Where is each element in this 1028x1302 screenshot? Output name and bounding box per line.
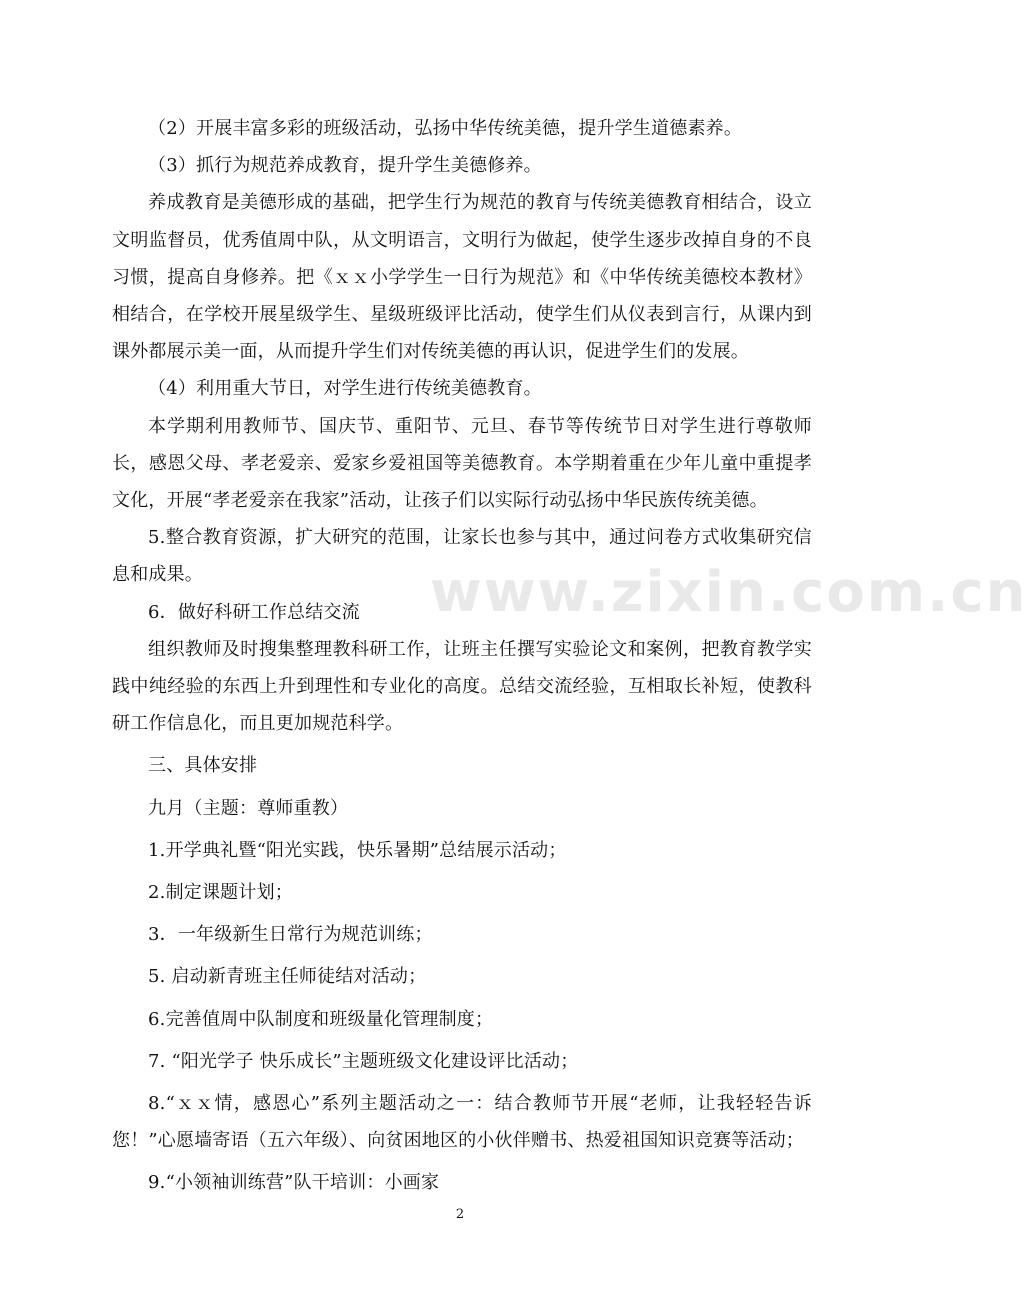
list-item-1: 1.开学典礼暨“阳光实践，快乐暑期”总结展示活动； (148, 839, 567, 861)
paragraph-research: 组织教师及时搜集整理教科研工作，让班主任撰写实验论文和案例，把教育教学实践中纯经验的东西上升到理性和专业化的高度。总结交流经验，互相取长补短，使教科研工作信息化，而且更加规范科学。 (112, 638, 812, 735)
document-body (112, 110, 812, 1202)
list-item-2: 2.制定课题计划； (148, 882, 293, 904)
page-number: 2 (455, 1207, 465, 1222)
list-item-7: 7. “阳光学子 快乐成长”主题班级文化建设评比活动； (148, 1050, 579, 1072)
section-heading-arrangement: 三、具体安排 (148, 755, 258, 777)
paragraph-item-5: 5.整合教育资源，扩大研究的范围，让家长也参与其中，通过问卷方式收集研究信息和成果。 (112, 527, 812, 586)
paragraph-activity-4: （4）利用重大节日，对学生进行传统美德教育。 (148, 378, 542, 400)
paragraph-activity-2: （2）开展丰富多彩的班级活动，弘扬中华传统美德，提升学生道德素养。 (148, 118, 743, 139)
list-item-8: 8.“ｘｘ情，感恩心”系列主题活动之一：结合教师节开展“老师，让我轻轻告诉您！”心愿墙寄语（五六年级）、向贫困地区的小伙伴赠书、热爱祖国知识竞赛等活动； (112, 1093, 812, 1152)
paragraph-festivals: 本学期利用教师节、国庆节、重阳节、元旦、春节等传统节日对学生进行尊敬师长，感恩父母、孝老爱亲、爱家乡爱祖国等美德教育。本学期着重在少年儿童中重提孝文化，开展“孝老爱亲在我家”活动，让孩子们以实际行动弘扬中华民族传统美德。 (112, 415, 812, 512)
paragraph-item-6: 6．做好科研工作总结交流 (148, 601, 360, 623)
paragraph-activity-3: （3）抓行为规范养成教育，提升学生美德修养。 (148, 155, 542, 177)
paragraph-habit-education: 养成教育是美德形成的基础，把学生行为规范的教育与传统美德教育相结合，设立文明监督员，优秀值周中队，从文明语言，文明行为做起，使学生逐步改掉自身的不良习惯，提高自身修养。把《ｘｘ小学学生一日行为规范》和《中华传统美德校本教材》相结合，在学校开展星级学生、星级班级评比活动，使学生们从仪表到言行，从课内到课外都展示美一面，从而提升学生们对传统美德的再认识，促进学生们的发展。 (112, 192, 812, 363)
month-heading-september: 九月（主题：尊师重教） (148, 797, 349, 819)
list-item-5: 5. 启动新青班主任师徒结对活动； (148, 966, 427, 988)
watermark: www.zixin.com.cn (430, 560, 1028, 625)
list-item-9: 9.“小领袖训练营”队干培训：小画家 (148, 1172, 440, 1194)
list-item-6: 6.完善值周中队制度和班级量化管理制度； (148, 1008, 494, 1030)
list-item-3: 3．一年级新生日常行为规范训练； (148, 924, 433, 946)
